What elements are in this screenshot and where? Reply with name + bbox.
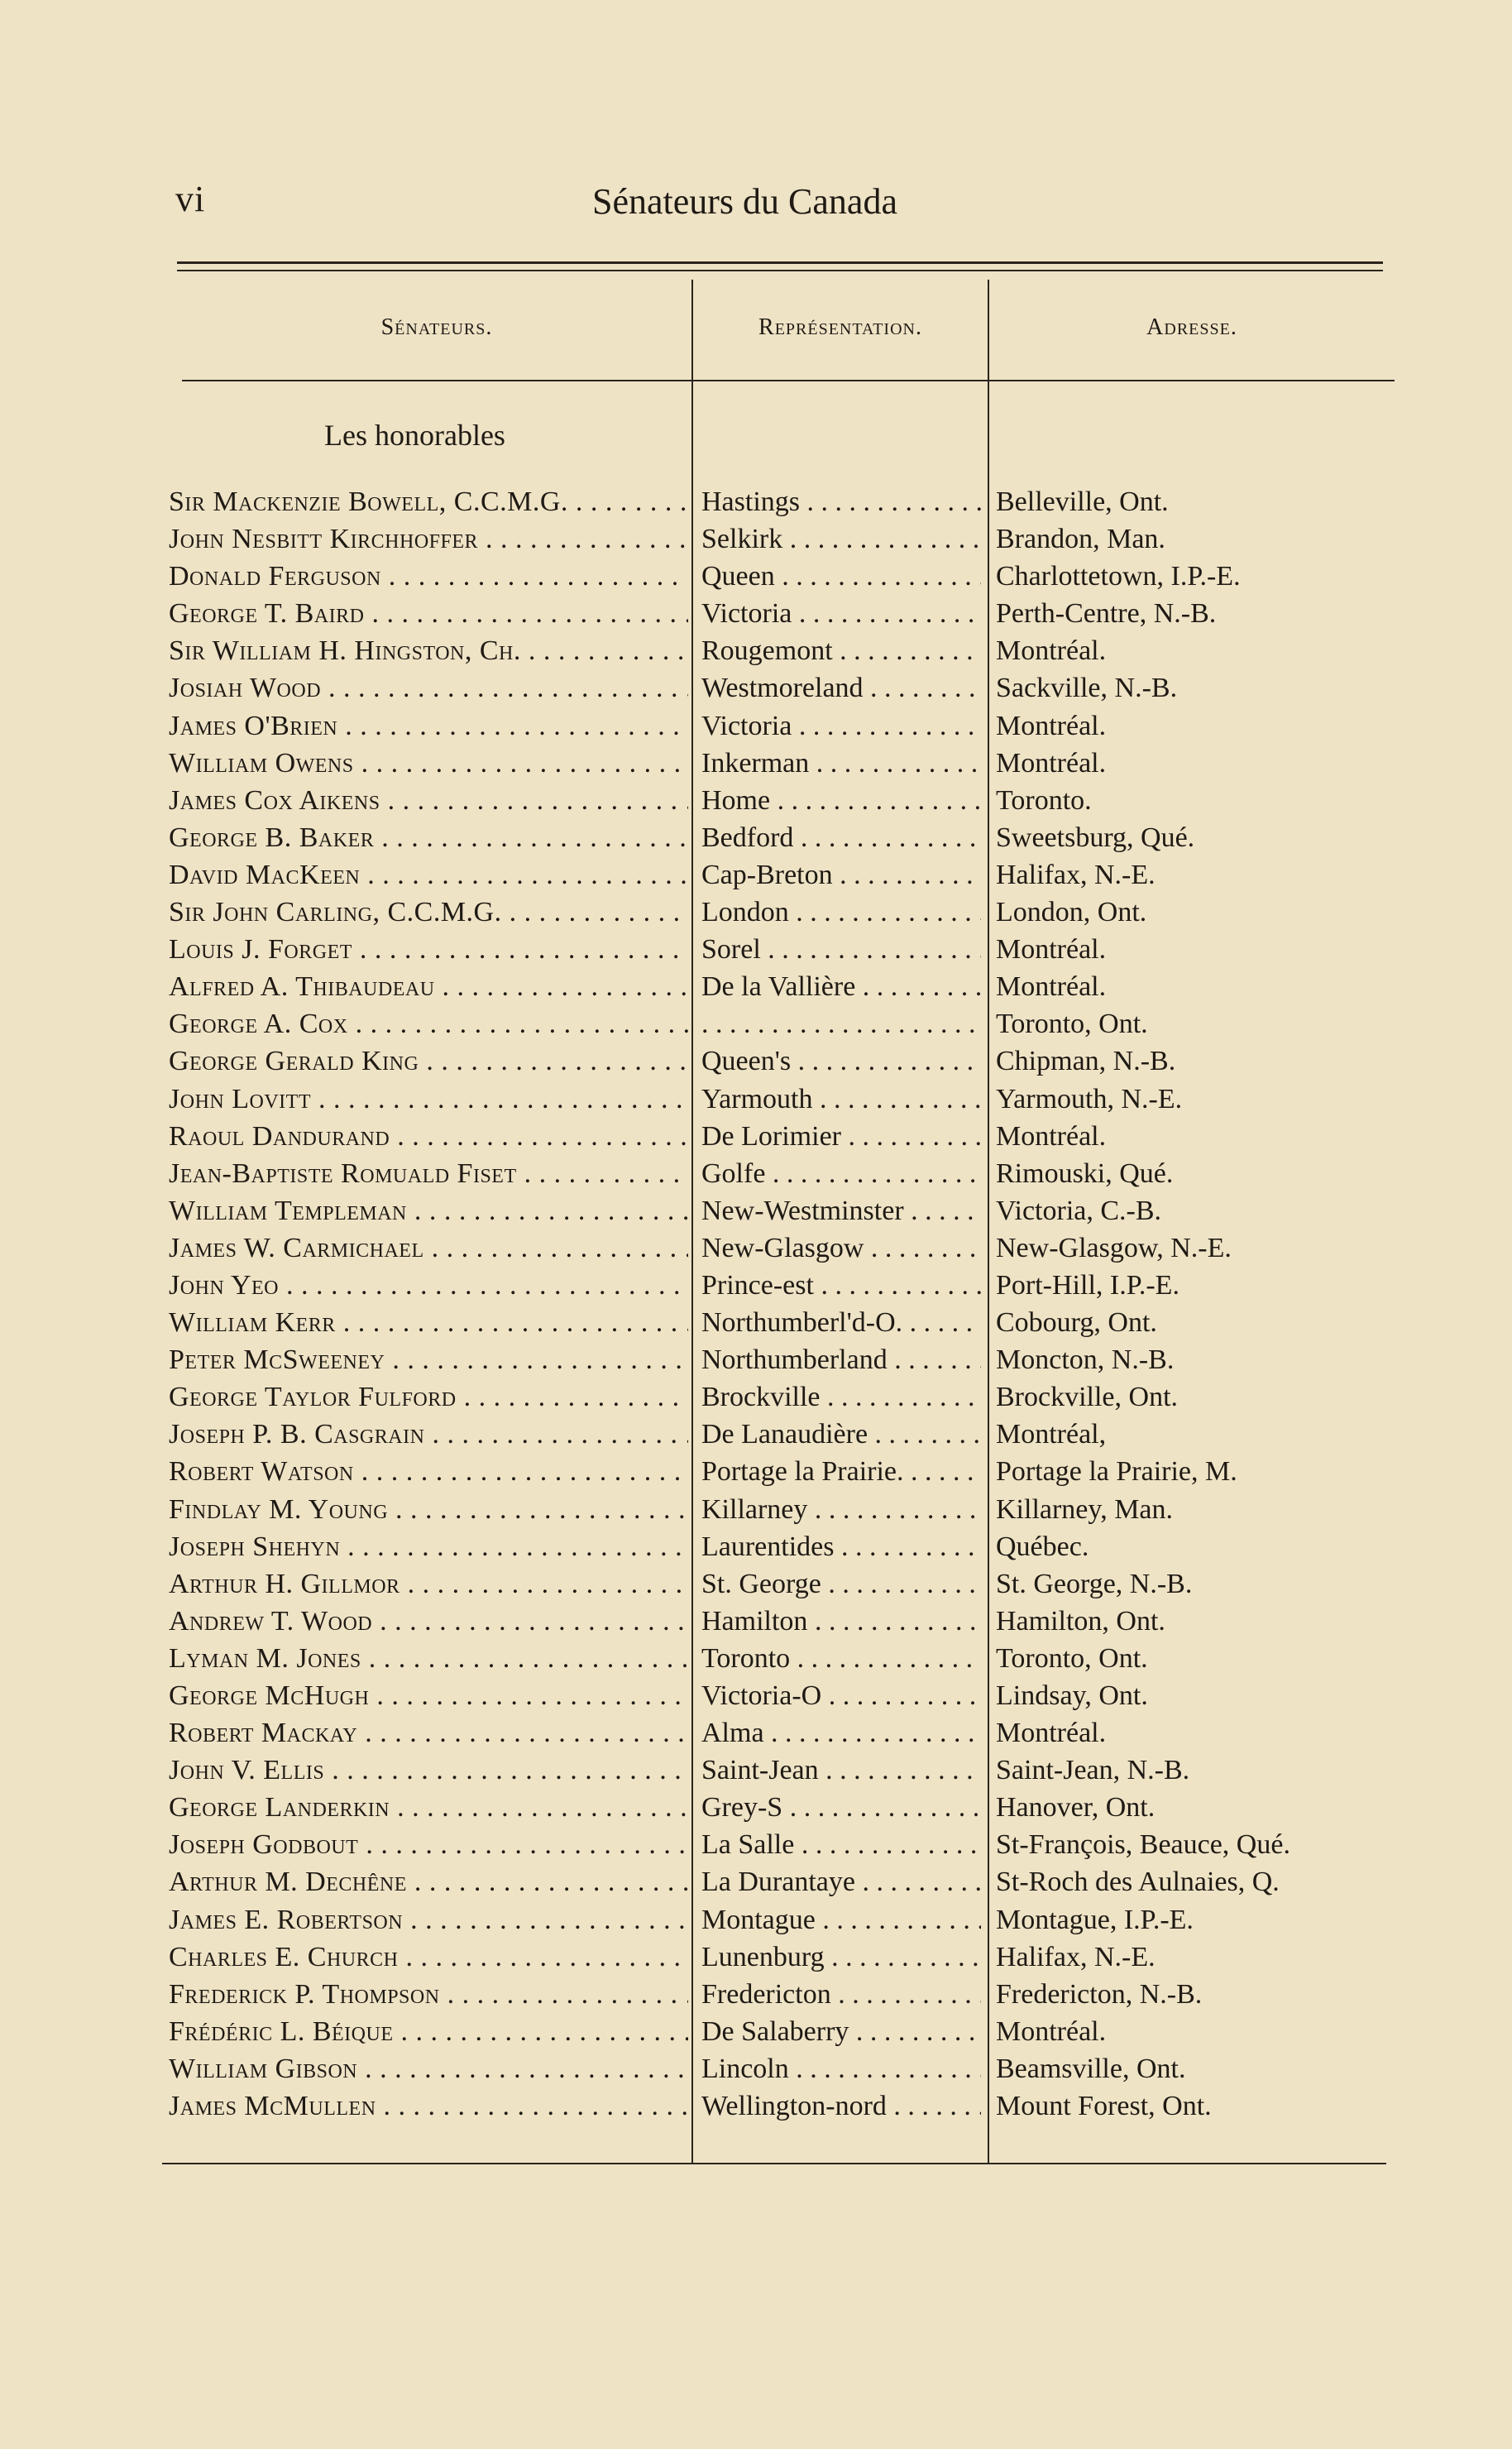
representation: Laurentides . . . (701, 1528, 981, 1565)
representation: Brockville . . . (701, 1378, 981, 1416)
representation: Grey-S . . . (701, 1789, 981, 1826)
senator-name: Joseph P. B. Casgrain . . . (169, 1416, 688, 1453)
table-row (0, 1229, 1512, 1267)
senator-name: Andrew T. Wood . . . (169, 1603, 688, 1640)
representation: Alma . . . (701, 1714, 981, 1752)
representation: Selkirk . . . (701, 520, 981, 558)
senator-table-body (0, 483, 1512, 2125)
table-row (0, 1042, 1512, 1080)
address: Montréal, (996, 1419, 1107, 1450)
representation: New-Glasgow . . . (701, 1229, 981, 1267)
senator-name: Joseph Godbout . . . (169, 1826, 688, 1863)
table-row (0, 819, 1512, 856)
table-row (0, 707, 1512, 745)
representation: Inkerman . . . (701, 745, 981, 782)
address: Perth-Centre, N.-B. (996, 598, 1217, 630)
representation: Saint-Jean . . . (701, 1752, 981, 1789)
representation: Killarney . . . (701, 1491, 981, 1528)
table-row (0, 1640, 1512, 1677)
table-row (0, 1453, 1512, 1490)
senator-name: Alfred A. Thibaudeau . . . (169, 968, 688, 1005)
table-row (0, 1491, 1512, 1528)
table-row (0, 894, 1512, 931)
table-row (0, 1939, 1512, 1976)
representation: Northumberland . . . (701, 1341, 981, 1378)
address: Québec. (996, 1531, 1089, 1562)
address: Yarmouth, N.-E. (996, 1083, 1183, 1114)
table-row (0, 595, 1512, 632)
address: Fredericton, N.-B. (996, 1978, 1203, 2010)
senator-name: Sir John Carling, C.C.M.G. . . . (169, 894, 688, 931)
representation: Prince-est . . . (701, 1267, 981, 1304)
representation: La Durantaye . . . (701, 1863, 981, 1900)
senator-name: Jean-Baptiste Romuald Fiset . . . (169, 1155, 688, 1192)
table-row (0, 1155, 1512, 1192)
senator-name: Robert Mackay . . . (169, 1714, 688, 1752)
address: Cobourg, Ont. (996, 1307, 1157, 1339)
representation: De Lanaudière . . . (701, 1416, 981, 1453)
address: Saint-Jean, N.-B. (996, 1755, 1190, 1786)
table-row (0, 931, 1512, 968)
table-row (0, 2087, 1512, 2125)
senator-name: Charles E. Church . . . (169, 1939, 688, 1976)
senator-name: George B. Baker . . . (169, 819, 688, 856)
representation: Northumberl'd-O. . . . (701, 1304, 981, 1341)
table-row (0, 2050, 1512, 2087)
senator-name: Louis J. Forget . . . (169, 931, 688, 968)
senator-name: Findlay M. Young . . . (169, 1491, 688, 1528)
table-row (0, 968, 1512, 1005)
representation: Hamilton . . . (701, 1603, 981, 1640)
address: Sackville, N.-B. (996, 673, 1178, 704)
address: Montague, I.P.-E. (996, 1904, 1194, 1935)
table-row (0, 1267, 1512, 1304)
address: Victoria, C.-B. (996, 1195, 1162, 1226)
address: Brandon, Man. (996, 524, 1165, 555)
address: London, Ont. (996, 897, 1147, 928)
senator-name: Raoul Dandurand . . . (169, 1118, 688, 1155)
representation: Home . . . (701, 782, 981, 819)
address: St-Roch des Aulnaies, Q. (996, 1867, 1280, 1898)
address: Lindsay, Ont. (996, 1680, 1148, 1711)
address: Montréal. (996, 1120, 1107, 1152)
table-row (0, 1341, 1512, 1378)
column-header-rule (182, 380, 1395, 381)
senator-name: Peter McSweeney . . . (169, 1341, 688, 1378)
table-row (0, 1416, 1512, 1453)
senator-name: James O'Brien . . . (169, 707, 688, 745)
address: Toronto. (996, 784, 1092, 816)
table-row (0, 1304, 1512, 1341)
senator-name: James W. Carmichael . . . (169, 1229, 688, 1267)
address: Mount Forest, Ont. (996, 2091, 1212, 2122)
representation: La Salle . . . (701, 1826, 981, 1863)
representation: Bedford . . . (701, 819, 981, 856)
representation: Yarmouth . . . (701, 1081, 981, 1118)
table-row (0, 1081, 1512, 1118)
representation: New-Westminster . . . (701, 1192, 981, 1229)
address: Montréal. (996, 1718, 1107, 1749)
representation: Queen's . . . (701, 1042, 981, 1080)
representation: Victoria . . . (701, 707, 981, 745)
representation: Rougemont . . . (701, 632, 981, 669)
representation: Portage la Prairie. . . . (701, 1453, 981, 1490)
address: Rimouski, Qué. (996, 1157, 1174, 1189)
senator-name: William Owens . . . (169, 745, 688, 782)
representation: Victoria-O . . . (701, 1677, 981, 1714)
address: Port-Hill, I.P.-E. (996, 1269, 1179, 1301)
address: Beamsville, Ont. (996, 2053, 1186, 2084)
representation: Toronto . . . (701, 1640, 981, 1677)
table-bottom-rule (162, 2163, 1386, 2164)
senator-name: James Cox Aikens . . . (169, 782, 688, 819)
address: Halifax, N.-E. (996, 1941, 1156, 1972)
column-header-adresse: Adresse. (1146, 314, 1237, 340)
representation: De Salaberry . . . (701, 2013, 981, 2050)
table-row (0, 669, 1512, 707)
address: St-François, Beauce, Qué. (996, 1829, 1290, 1861)
table-row (0, 1863, 1512, 1900)
address: Montréal. (996, 2015, 1107, 2047)
senator-name: Sir Mackenzie Bowell, C.C.M.G. . . . (169, 483, 688, 520)
table-row (0, 1901, 1512, 1939)
table-row (0, 1714, 1512, 1752)
senator-name: John Yeo . . . (169, 1267, 688, 1304)
table-row (0, 1378, 1512, 1416)
representation: London . . . (701, 894, 981, 931)
senator-name: George Taylor Fulford . . . (169, 1378, 688, 1416)
table-row (0, 1677, 1512, 1714)
table-row (0, 1789, 1512, 1826)
table-row (0, 520, 1512, 558)
address: Montréal. (996, 747, 1107, 779)
running-title: Sénateurs du Canada (592, 181, 897, 222)
column-header-senateurs: Sénateurs. (380, 314, 493, 340)
address: Killarney, Man. (996, 1493, 1174, 1525)
table-row (0, 1565, 1512, 1603)
table-row (0, 1118, 1512, 1155)
address: Hamilton, Ont. (996, 1605, 1165, 1637)
representation: Lincoln . . . (701, 2050, 981, 2087)
table-row (0, 632, 1512, 669)
table-row (0, 483, 1512, 520)
senator-name: George Landerkin . . . (169, 1789, 688, 1826)
address: Charlottetown, I.P.-E. (996, 561, 1241, 592)
representation: Fredericton . . . (701, 1976, 981, 2013)
representation: Hastings . . . (701, 483, 981, 520)
table-intro: Les honorables (324, 419, 505, 452)
senator-name: John V. Ellis . . . (169, 1752, 688, 1789)
senator-name: Arthur M. Dechêne . . . (169, 1863, 688, 1900)
address: Montréal. (996, 710, 1107, 741)
address: Montréal. (996, 635, 1107, 667)
table-row (0, 1603, 1512, 1640)
address: Sweetsburg, Qué. (996, 822, 1195, 853)
senator-name: George A. Cox . . . (169, 1005, 688, 1042)
representation: De Lorimier . . . (701, 1118, 981, 1155)
address: Portage la Prairie, M. (996, 1456, 1237, 1488)
senator-name: Josiah Wood . . . (169, 669, 688, 707)
representation: Sorel . . . (701, 931, 981, 968)
senator-name: John Lovitt . . . (169, 1081, 688, 1118)
senator-name: Joseph Shehyn . . . (169, 1528, 688, 1565)
header-rule-thick (177, 261, 1383, 264)
representation: Westmoreland . . . (701, 669, 981, 707)
senator-name: David MacKeen . . . (169, 856, 688, 894)
table-row (0, 856, 1512, 894)
address: Hanover, Ont. (996, 1792, 1156, 1824)
representation: Lunenburg . . . (701, 1939, 981, 1976)
table-row (0, 1752, 1512, 1789)
senator-name: James E. Robertson . . . (169, 1901, 688, 1939)
address: Belleville, Ont. (996, 486, 1169, 517)
address: Toronto, Ont. (996, 1009, 1148, 1040)
senator-name: Frédéric L. Béique . . . (169, 2013, 688, 2050)
senator-name: John Nesbitt Kirchhoffer . . . (169, 520, 688, 558)
senator-name: Donald Ferguson . . . (169, 558, 688, 595)
address: Moncton, N.-B. (996, 1344, 1175, 1376)
column-header-representation: Représentation. (758, 314, 922, 340)
senator-name: Arthur H. Gillmor . . . (169, 1565, 688, 1603)
senator-name: James McMullen . . . (169, 2087, 688, 2125)
address: New-Glasgow, N.-E. (996, 1232, 1232, 1263)
representation: Victoria . . . (701, 595, 981, 632)
address: Brockville, Ont. (996, 1382, 1179, 1413)
senator-name: William Kerr . . . (169, 1304, 688, 1341)
table-row (0, 782, 1512, 819)
representation (701, 1005, 981, 1042)
representation: St. George . . . (701, 1565, 981, 1603)
table-row (0, 2013, 1512, 2050)
address: St. George, N.-B. (996, 1568, 1193, 1599)
address: Halifax, N.-E. (996, 859, 1156, 890)
table-row (0, 1528, 1512, 1565)
senator-name: George McHugh . . . (169, 1677, 688, 1714)
senator-name: William Gibson . . . (169, 2050, 688, 2087)
senator-name: Lyman M. Jones . . . (169, 1640, 688, 1677)
senator-name: Frederick P. Thompson . . . (169, 1976, 688, 2013)
representation: Cap-Breton . . . (701, 856, 981, 894)
senator-name: Sir William H. Hingston, Ch. . . . (169, 632, 688, 669)
address: Montréal. (996, 971, 1107, 1003)
senator-name: George Gerald King . . . (169, 1042, 688, 1080)
representation: Montague . . . (701, 1901, 981, 1939)
table-row (0, 1005, 1512, 1042)
senator-name: William Templeman . . . (169, 1192, 688, 1229)
address: Montréal. (996, 934, 1107, 966)
table-row (0, 558, 1512, 595)
table-row (0, 745, 1512, 782)
senator-name: George T. Baird . . . (169, 595, 688, 632)
representation: De la Vallière . . . (701, 968, 981, 1005)
representation: Golfe . . . (701, 1155, 981, 1192)
address: Chipman, N.-B. (996, 1046, 1176, 1077)
address: Toronto, Ont. (996, 1642, 1148, 1674)
senator-name: Robert Watson . . . (169, 1453, 688, 1490)
page-number: vi (175, 179, 206, 219)
representation: Queen . . . (701, 558, 981, 595)
table-row (0, 1826, 1512, 1863)
table-row (0, 1192, 1512, 1229)
table-row (0, 1976, 1512, 2013)
representation: Wellington-nord . . . (701, 2087, 981, 2125)
header-rule-thin (177, 270, 1383, 271)
